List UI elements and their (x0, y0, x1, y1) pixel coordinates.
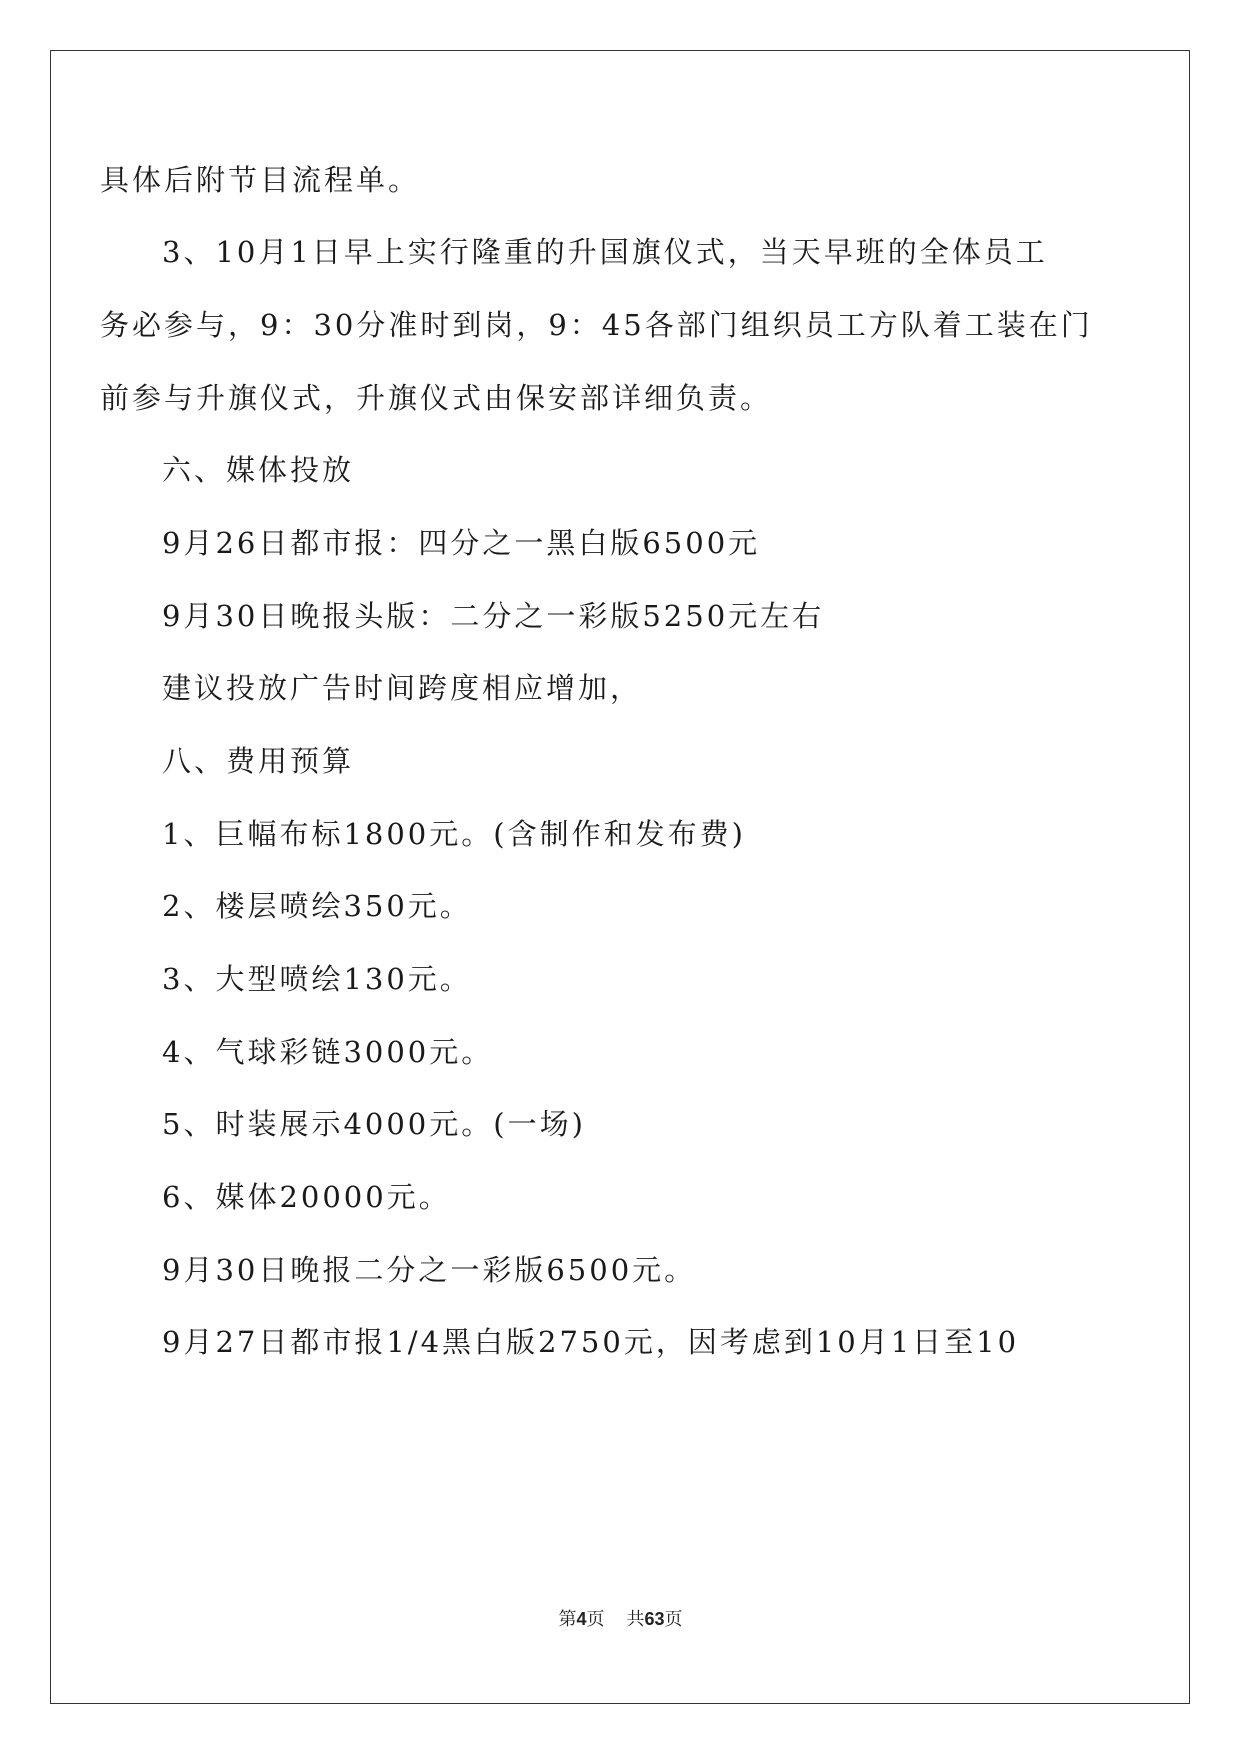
paragraph-line-16: 9月30日晚报二分之一彩版6500元。 (162, 1253, 697, 1287)
budget-item-6: 6、媒体20000元。 (162, 1180, 451, 1214)
footer-total-prefix: 共 (626, 1609, 645, 1630)
page-border (50, 50, 1190, 1704)
footer-page-number: 4 (576, 1609, 587, 1629)
page-footer (0, 1607, 1241, 1632)
budget-item-2: 2、楼层喷绘350元。 (162, 889, 472, 923)
paragraph-line-2: 3、10月1日早上实行隆重的升国旗仪式，当天早班的全体员工 (162, 235, 1048, 269)
footer-prefix: 第 (558, 1609, 577, 1630)
footer-page-suffix: 页 (586, 1609, 605, 1630)
paragraph-line-6: 9月26日都市报：四分之一黑白版6500元 (162, 526, 761, 560)
paragraph-line-8: 建议投放广告时间跨度相应增加， (162, 671, 643, 705)
paragraph-line-17: 9月27日都市报1/4黑白版2750元，因考虑到10月1日至10 (162, 1325, 1020, 1359)
budget-item-1: 1、巨幅布标1800元。(含制作和发布费) (162, 817, 746, 851)
section-heading-budget: 八、费用预算 (162, 744, 355, 778)
paragraph-line-1: 具体后附节目流程单。 (100, 163, 421, 197)
paragraph-line-7: 9月30日晚报头版：二分之一彩版5250元左右 (162, 599, 825, 633)
budget-item-3: 3、大型喷绘130元。 (162, 962, 472, 996)
budget-item-5: 5、时装展示4000元。(一场) (162, 1107, 586, 1141)
section-heading-media: 六、媒体投放 (162, 453, 355, 487)
footer-total-pages: 63 (644, 1609, 665, 1629)
paragraph-line-3: 务必参与，9：30分准时到岗，9：45各部门组织员工方队着工装在门 (100, 308, 1093, 342)
footer-total-suffix: 页 (664, 1609, 683, 1630)
budget-item-4: 4、气球彩链3000元。 (162, 1035, 494, 1069)
paragraph-line-4: 前参与升旗仪式，升旗仪式由保安部详细负责。 (100, 381, 773, 415)
